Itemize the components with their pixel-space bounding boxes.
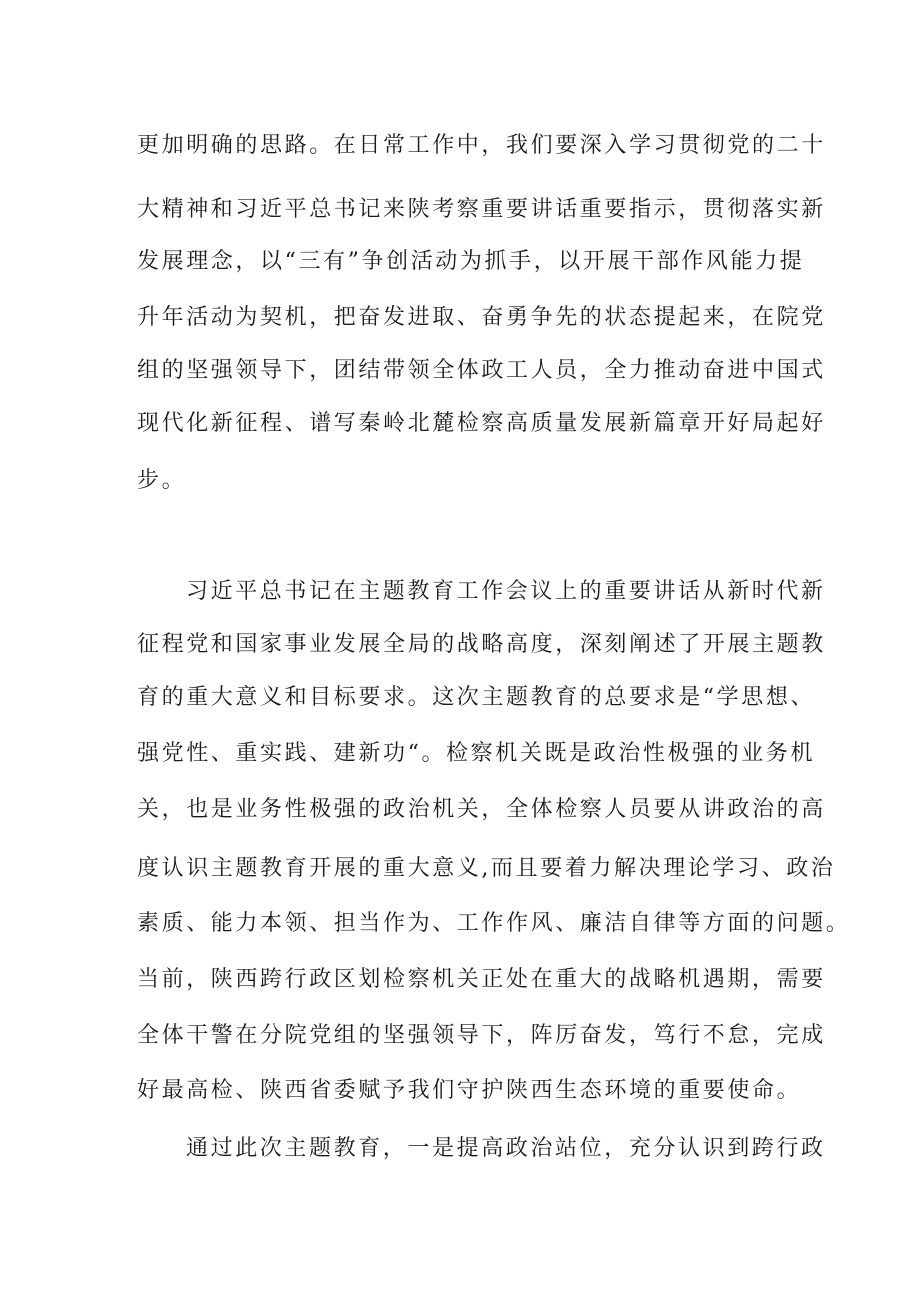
paragraph-line: 现代化新征程、谱写秦岭北麓检察高质量发展新篇章开好局起好 (137, 411, 826, 436)
paragraph-line: 好最高检、陕西省委赋予我们守护陕西生态环境的重要使命。 (137, 1078, 802, 1103)
paragraph-line: 全体干警在分院党组的坚强领导下，阵厉奋发，笃行不怠，完成 (137, 1023, 826, 1048)
paragraph-line: 强党性、重实践、建新功“。检察机关既是政治性极强的业务机 (137, 741, 816, 766)
paragraph-line: 升年活动为契机，把奋发进取、奋勇争先的状态提起来，在院党 (137, 305, 826, 330)
paragraph-line: 度认识主题教育开展的重大意义,而且要着力解决理论学习、政治 (137, 856, 836, 881)
paragraph-line: 当前，陕西跨行政区划检察机关正处在重大的战略机遇期，需要 (137, 967, 826, 992)
paragraph-line: 更加明确的思路。在日常工作中，我们要深入学习贯彻党的二十 (137, 133, 826, 158)
paragraph-line: 通过此次主题教育，一是提高政治站位，充分认识到跨行政 (186, 1136, 826, 1161)
paragraph-line: 习近平总书记在主题教育工作会议上的重要讲话从新时代新 (186, 579, 826, 604)
paragraph-line: 大精神和习近平总书记来陕考察重要讲话重要指示，贯彻落实新 (137, 197, 826, 222)
paragraph-line: 组的坚强领导下，团结带领全体政工人员，全力推动奋进中国式 (137, 358, 826, 383)
paragraph-line: 关，也是业务性极强的政治机关，全体检察人员要从讲政治的高 (137, 797, 826, 822)
paragraph-line: 步。 (137, 468, 187, 493)
paragraph-line: 素质、能力本领、担当作为、工作作风、廉洁自律等方面的问题。 (137, 911, 851, 936)
paragraph-line: 育的重大意义和目标要求。这次主题教育的总要求是“学思想、 (137, 685, 816, 710)
paragraph-line: 发展理念，以“三有”争创活动为抓手，以开展干部作风能力提 (137, 249, 805, 274)
paragraph-line: 征程党和国家事业发展全局的战略高度，深刻阐述了开展主题教 (137, 632, 826, 657)
